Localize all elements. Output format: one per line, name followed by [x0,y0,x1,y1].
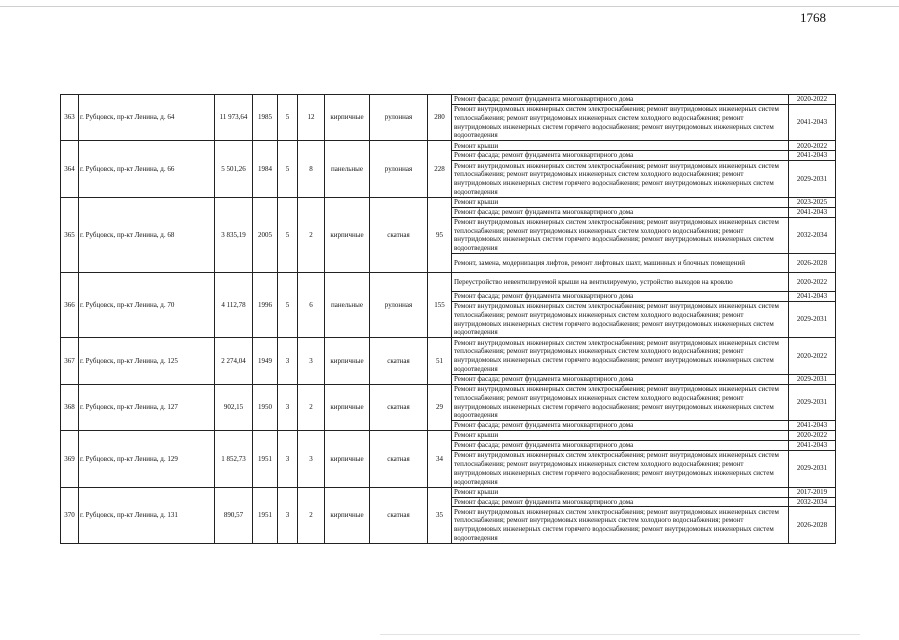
cell-residents: 280 [428,95,452,141]
cell-work-period: 2029-2031 [789,374,836,384]
cell-work-period: 2020-2022 [789,338,836,375]
cell-year: 1996 [253,273,278,338]
cell-work-name: Ремонт, замена, модернизация лифтов, ремонт лифтовых шахт, машинных и блочных помещений [452,254,789,273]
cell-num: 369 [61,431,79,487]
cell-work-period: 2029-2031 [789,451,836,488]
cell-address: г. Рубцовск, пр-кт Ленина, д. 70 [79,273,215,338]
cell-walls: кирпичные [325,95,370,141]
cell-walls: панельные [325,273,370,338]
cell-address: г. Рубцовск, пр-кт Ленина, д. 131 [79,487,215,543]
cell-work-name: Ремонт внутридомовых инженерных систем электроснабжения; ремонт внутридомовых инженерных систем теплоснабжения; ремонт внутридомовых инженерных систем холодного водоснабжения; ремонт внутридомовых инженерных систем горячего водоснабжения; ремонт внутридомовых инженерных систем водоотведения [452,384,789,421]
cell-address: г. Рубцовск, пр-кт Ленина, д. 68 [79,197,215,272]
cell-area: 4 112,78 [215,273,253,338]
cell-work-period: 2041-2043 [789,291,836,301]
cell-work-name: Ремонт внутридомовых инженерных систем электроснабжения; ремонт внутридомовых инженерных систем теплоснабжения; ремонт внутридомовых инженерных систем холодного водоснабжения; ремонт внутридомовых инженерных систем горячего водоснабжения; ремонт внутридомовых инженерных систем водоотведения [452,217,789,254]
cell-num: 364 [61,141,79,197]
cell-num: 368 [61,384,79,430]
cell-work-period: 2026-2028 [789,254,836,273]
cell-roof: рулонная [370,95,428,141]
cell-work-name: Ремонт фасада; ремонт фундамента многоквартирного дома [452,441,789,451]
cell-address: г. Рубцовск, пр-кт Ленина, д. 127 [79,384,215,430]
cell-area: 5 501,26 [215,141,253,197]
cell-area: 3 835,19 [215,197,253,272]
cell-area: 902,15 [215,384,253,430]
table-body [61,95,836,544]
cell-roof: скатная [370,197,428,272]
cell-work-period: 2020-2022 [789,431,836,441]
scan-edge-bottom [380,634,860,635]
cell-roof: рулонная [370,141,428,197]
cell-residents: 29 [428,384,452,430]
table-row [61,197,836,207]
cell-year: 1984 [253,141,278,197]
cell-floors: 5 [278,273,298,338]
cell-address: г. Рубцовск, пр-кт Ленина, д. 129 [79,431,215,487]
cell-work-name: Ремонт фасада; ремонт фундамента многоквартирного дома [452,497,789,507]
cell-address: г. Рубцовск, пр-кт Ленина, д. 66 [79,141,215,197]
cell-work-period: 2041-2043 [789,421,836,431]
cell-walls: кирпичные [325,197,370,272]
cell-work-name: Ремонт крыши [452,487,789,497]
cell-address: г. Рубцовск, пр-кт Ленина, д. 64 [79,95,215,141]
cell-work-period: 2029-2031 [789,301,836,338]
cell-work-name: Ремонт внутридомовых инженерных систем электроснабжения; ремонт внутридомовых инженерных систем теплоснабжения; ремонт внутридомовых инженерных систем холодного водоснабжения; ремонт внутридомовых инженерных систем горячего водоснабжения; ремонт внутридомовых инженерных систем водоотведения [452,301,789,338]
cell-residents: 51 [428,338,452,384]
cell-work-period: 2029-2031 [789,161,836,198]
scan-edge-top [0,6,899,7]
cell-work-name: Переустройство невентилируемой крыши на вентилируемую, устройство выходов на кровлю [452,273,789,292]
table-row [61,338,836,375]
cell-floors: 3 [278,338,298,384]
cell-floors: 5 [278,141,298,197]
cell-entrances: 2 [298,197,325,272]
cell-residents: 35 [428,487,452,543]
cell-floors: 3 [278,384,298,430]
cell-work-period: 2032-2034 [789,497,836,507]
cell-work-name: Ремонт фасада; ремонт фундамента многоквартирного дома [452,151,789,161]
cell-work-period: 2020-2022 [789,95,836,105]
cell-work-name: Ремонт фасада; ремонт фундамента многоквартирного дома [452,207,789,217]
cell-walls: панельные [325,141,370,197]
cell-work-period: 2041-2043 [789,151,836,161]
cell-work-name: Ремонт крыши [452,197,789,207]
cell-year: 1949 [253,338,278,384]
cell-roof: скатная [370,338,428,384]
cell-num: 363 [61,95,79,141]
cell-area: 11 973,64 [215,95,253,141]
table-row [61,384,836,421]
cell-work-period: 2041-2043 [789,207,836,217]
cell-year: 1951 [253,487,278,543]
cell-year: 2005 [253,197,278,272]
cell-work-period: 2032-2034 [789,217,836,254]
cell-year: 1985 [253,95,278,141]
cell-num: 366 [61,273,79,338]
cell-roof: скатная [370,431,428,487]
cell-residents: 34 [428,431,452,487]
cell-walls: кирпичные [325,431,370,487]
cell-work-name: Ремонт внутридомовых инженерных систем электроснабжения; ремонт внутридомовых инженерных систем теплоснабжения; ремонт внутридомовых инженерных систем холодного водоснабжения; ремонт внутридомовых инженерных систем горячего водоснабжения; ремонт внутридомовых инженерных систем водоотведения [452,451,789,488]
cell-work-period: 2029-2031 [789,384,836,421]
table-row [61,95,836,105]
cell-entrances: 6 [298,273,325,338]
cell-floors: 3 [278,487,298,543]
cell-num: 365 [61,197,79,272]
cell-floors: 5 [278,197,298,272]
page-number: 1768 [800,10,826,25]
cell-work-name: Ремонт крыши [452,141,789,151]
cell-work-name: Ремонт фасада; ремонт фундамента многоквартирного дома [452,291,789,301]
cell-entrances: 3 [298,338,325,384]
cell-work-name: Ремонт фасада; ремонт фундамента многоквартирного дома [452,95,789,105]
cell-area: 2 274,04 [215,338,253,384]
cell-work-period: 2041-2043 [789,104,836,141]
cell-work-name: Ремонт фасада; ремонт фундамента многоквартирного дома [452,374,789,384]
cell-address: г. Рубцовск, пр-кт Ленина, д. 125 [79,338,215,384]
cell-work-name: Ремонт внутридомовых инженерных систем электроснабжения; ремонт внутридомовых инженерных систем теплоснабжения; ремонт внутридомовых инженерных систем холодного водоснабжения; ремонт внутридомовых инженерных систем горячего водоснабжения; ремонт внутридомовых инженерных систем водоотведения [452,161,789,198]
cell-entrances: 3 [298,431,325,487]
table-row [61,431,836,441]
cell-work-name: Ремонт фасада; ремонт фундамента многоквартирного дома [452,421,789,431]
table-row [61,141,836,151]
cell-work-name: Ремонт внутридомовых инженерных систем электроснабжения; ремонт внутридомовых инженерных систем теплоснабжения; ремонт внутридомовых инженерных систем холодного водоснабжения; ремонт внутридомовых инженерных систем горячего водоснабжения; ремонт внутридомовых инженерных систем водоотведения [452,104,789,141]
cell-work-period: 2023-2025 [789,197,836,207]
cell-work-period: 2026-2028 [789,507,836,544]
cell-area: 1 852,73 [215,431,253,487]
cell-work-name: Ремонт внутридомовых инженерных систем электроснабжения; ремонт внутридомовых инженерных систем теплоснабжения; ремонт внутридомовых инженерных систем холодного водоснабжения; ремонт внутридомовых инженерных систем горячего водоснабжения; ремонт внутридомовых инженерных систем водоотведения [452,507,789,544]
cell-year: 1951 [253,431,278,487]
cell-walls: кирпичные [325,384,370,430]
housing-repair-table [60,94,836,544]
cell-entrances: 2 [298,384,325,430]
cell-entrances: 12 [298,95,325,141]
cell-num: 367 [61,338,79,384]
cell-walls: кирпичные [325,338,370,384]
cell-work-period: 2020-2022 [789,141,836,151]
cell-area: 890,57 [215,487,253,543]
cell-floors: 5 [278,95,298,141]
cell-entrances: 2 [298,487,325,543]
cell-walls: кирпичные [325,487,370,543]
cell-work-period: 2041-2043 [789,441,836,451]
cell-roof: скатная [370,384,428,430]
cell-work-period: 2017-2019 [789,487,836,497]
cell-work-name: Ремонт внутридомовых инженерных систем электроснабжения; ремонт внутридомовых инженерных систем теплоснабжения; ремонт внутридомовых инженерных систем холодного водоснабжения; ремонт внутридомовых инженерных систем горячего водоснабжения; ремонт внутридомовых инженерных систем водоотведения [452,338,789,375]
cell-num: 370 [61,487,79,543]
cell-roof: рулонная [370,273,428,338]
table-row [61,273,836,292]
cell-residents: 95 [428,197,452,272]
cell-residents: 155 [428,273,452,338]
cell-entrances: 8 [298,141,325,197]
cell-year: 1950 [253,384,278,430]
cell-floors: 3 [278,431,298,487]
cell-roof: скатная [370,487,428,543]
cell-residents: 228 [428,141,452,197]
cell-work-period: 2020-2022 [789,273,836,292]
table-row [61,487,836,497]
cell-work-name: Ремонт крыши [452,431,789,441]
